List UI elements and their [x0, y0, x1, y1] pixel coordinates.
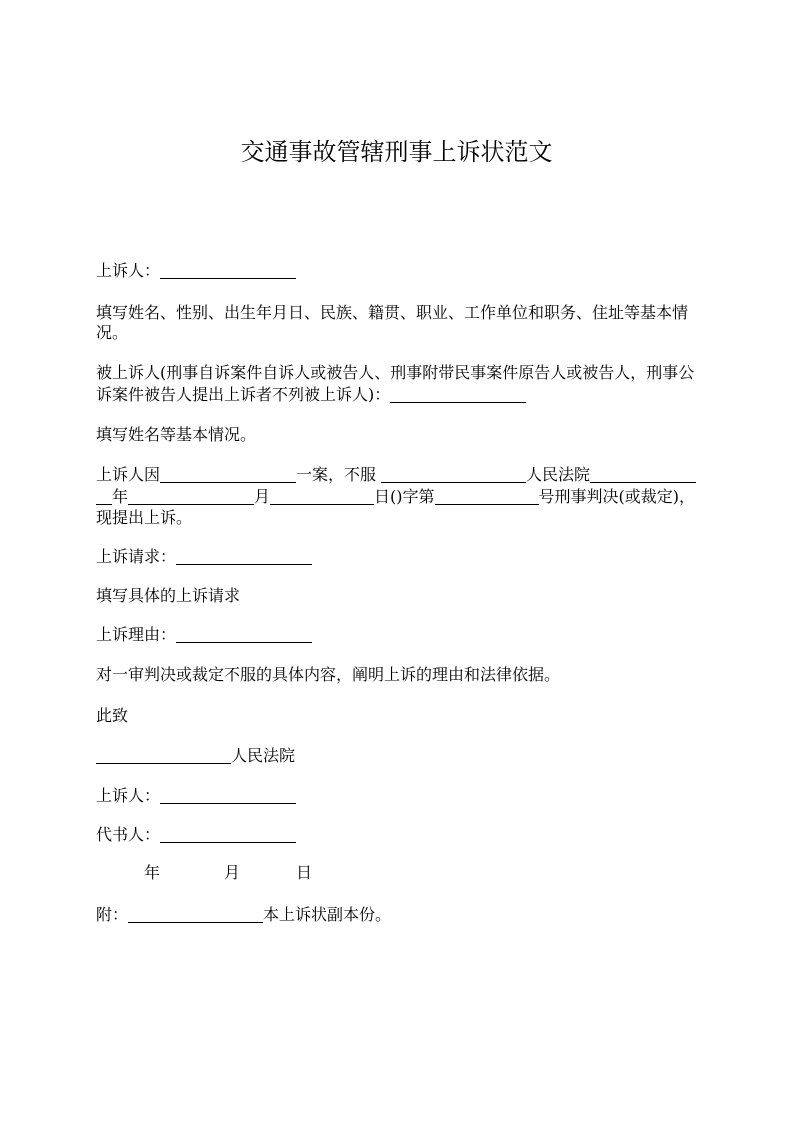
date-year: 年	[144, 863, 161, 882]
attachment-line	[96, 905, 391, 925]
signer-blank	[160, 786, 296, 804]
appellee-blank	[390, 385, 526, 403]
date-month: 月	[224, 863, 241, 882]
attachment-prefix: 附：	[96, 905, 129, 924]
reason-label: 上诉理由：	[96, 625, 177, 644]
recipient-court-line	[96, 746, 295, 766]
request-hint-line	[96, 586, 240, 606]
attachment-count-blank	[128, 905, 263, 923]
appellee-line-1	[96, 363, 694, 383]
cause-text: 号刑事判决(或裁定)，	[538, 487, 696, 506]
scribe-blank	[160, 825, 296, 843]
case-number-blank	[435, 487, 539, 505]
appellant-hint-text: 况。	[96, 323, 129, 342]
signer-line	[96, 786, 296, 806]
cause-text: 上诉人因	[96, 465, 161, 484]
appellant-label: 上诉人：	[96, 261, 161, 280]
month-blank	[128, 487, 254, 505]
reason-line	[96, 625, 312, 645]
reason-hint-text: 对一审判决或裁定不服的具体内容，阐明上诉的理由和法律依据。	[96, 665, 561, 684]
salutation-text: 此致	[96, 706, 129, 725]
reason-blank	[176, 625, 312, 643]
appellant-hint-line-1	[96, 303, 688, 323]
appellee-hint-text: 填写姓名等基本情况。	[96, 425, 257, 444]
recipient-court-blank	[96, 746, 231, 764]
reason-hint-line	[96, 665, 560, 685]
cause-text: 现提出上诉。	[96, 508, 193, 527]
cause-line-3	[96, 508, 192, 528]
scribe-label: 代书人：	[96, 825, 161, 844]
cause-text: 人民法院	[526, 465, 591, 484]
attachment-suffix: 本上诉状副本份。	[263, 905, 392, 924]
document-title: 交通事故管辖刑事上诉状范文	[240, 138, 553, 166]
request-blank	[176, 547, 312, 565]
appellee-label-text: 诉案件被告人提出上诉者不列被上诉人)：	[96, 385, 391, 404]
appellee-hint-line	[96, 425, 256, 445]
cause-text: 月	[254, 487, 271, 506]
cause-text: 年	[112, 487, 129, 506]
appellee-line-2	[96, 385, 526, 405]
scribe-line	[96, 825, 296, 845]
appellant-blank	[160, 261, 296, 279]
request-line	[96, 547, 312, 567]
cause-line-1	[96, 465, 696, 485]
cause-line-2	[96, 487, 695, 507]
appellant-line	[96, 261, 296, 281]
appellee-label-text: 被上诉人(刑事自诉案件自诉人或被告人、刑事附带民事案件原告人或被告人，刑事公	[96, 363, 695, 382]
request-hint-text: 填写具体的上诉请求	[96, 586, 241, 605]
salutation-line	[96, 706, 128, 726]
day-blank	[270, 487, 374, 505]
date-day: 日	[296, 863, 313, 882]
case-name-blank	[160, 465, 296, 483]
cause-text: 日()字第	[374, 487, 435, 506]
signer-label: 上诉人：	[96, 786, 161, 805]
appellant-hint-text: 填写姓名、性别、出生年月日、民族、籍贯、职业、工作单位和职务、住址等基本情	[96, 303, 689, 322]
appellant-hint-line-2	[96, 323, 128, 343]
cause-text: 一案，不服	[296, 465, 377, 484]
court-name-blank	[381, 465, 526, 483]
year-prefix-blank	[590, 465, 696, 483]
court-suffix-text: 人民法院	[231, 746, 296, 765]
request-label: 上诉请求：	[96, 547, 177, 566]
year-blank	[96, 487, 112, 505]
